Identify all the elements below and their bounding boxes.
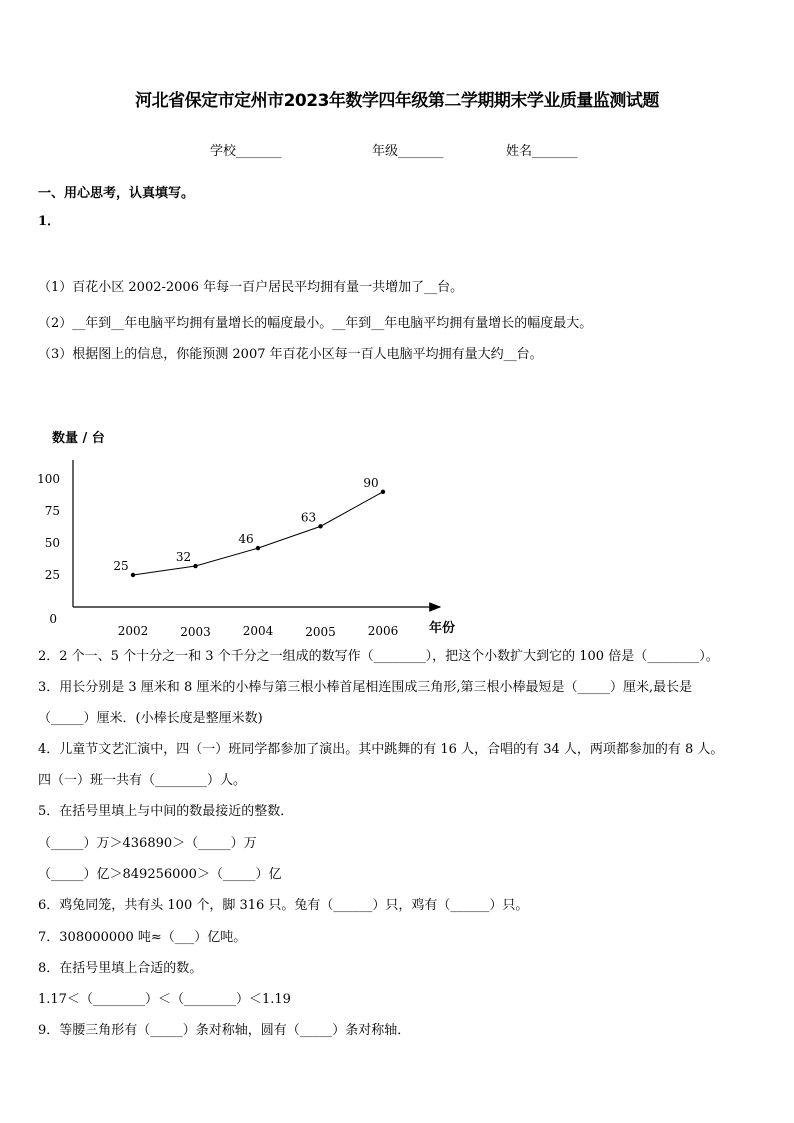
question-5: 5．在括号里填上与中间的数最接近的整数． [38, 804, 294, 819]
x-tick-label: 2005 [305, 625, 336, 639]
y-axis-title: 数量 / 台 [52, 431, 105, 446]
question-4-line-2: 四（一）班一共有（________）人。 [38, 773, 247, 788]
data-label: 46 [238, 532, 254, 547]
x-tick-label: 2004 [242, 624, 274, 638]
y-tick-label: 50 [44, 536, 60, 550]
question-1-number: 1． [38, 214, 61, 229]
question-1-part-1: （1）百花小区 2002-2006 年每一百户居民平均拥有量一共增加了__台。 [38, 280, 464, 295]
data-label: 32 [175, 550, 192, 565]
question-2: 2．2 个一、5 个十分之一和 3 个千分之一组成的数写作（________），把这个小数扩大到它的 100 倍是（________）。 [38, 649, 719, 664]
x-tick-label: 2002 [117, 624, 149, 638]
x-tick-label: 2006 [367, 624, 399, 638]
question-3-line-1: 3．用长分别是 3 厘米和 8 厘米的小棒与第三根小棒首尾相连围成三角形,第三根小棒最短是（_____）厘米,最长是 [38, 680, 693, 695]
name-field: 姓名_______ [506, 144, 578, 159]
series-line [133, 492, 383, 575]
data-point [318, 524, 322, 528]
question-7: 7．308000000 吨≈（___）亿吨。 [38, 930, 247, 945]
data-label: 90 [363, 475, 379, 490]
y-tick-label: 75 [44, 504, 60, 518]
data-point [256, 546, 260, 550]
y-tick-label: 100 [37, 472, 60, 486]
y-tick-label: 25 [44, 568, 60, 582]
data-point [131, 573, 135, 577]
question-5-row-1: （_____）万＞436890＞（_____）万 [38, 836, 257, 851]
data-label: 63 [300, 510, 317, 525]
x-axis-title: 年份 [429, 621, 456, 636]
data-point [193, 564, 197, 568]
data-label: 25 [113, 559, 129, 573]
question-1-part-2: （2）__年到__年电脑平均拥有量增长的幅度最小。__年到__年电脑平均拥有量增长的幅度最大。 [38, 316, 593, 331]
question-8: 8．在括号里填上合适的数。 [38, 961, 203, 976]
school-field: 学校_______ [210, 144, 282, 159]
question-4-line-1: 4．儿童节文艺汇演中，四（一）班同学都参加了演出。其中跳舞的有 16 人，合唱的有 34 人，两项都参加的有 8 人。 [38, 742, 724, 757]
data-point [381, 490, 385, 494]
grade-field: 年级_______ [372, 144, 444, 159]
section-heading: 一、用心思考，认真填写。 [38, 186, 195, 201]
x-tick-label: 2003 [180, 625, 211, 639]
question-8-row: 1.17＜（________）＜（________）＜1.19 [38, 992, 291, 1007]
question-1-part-3: （3）根据图上的信息，你能预测 2007 年百花小区每一百人电脑平均拥有量大约__台。 [38, 347, 543, 362]
question-5-row-2: （_____）亿＞849256000＞（_____）亿 [38, 867, 282, 882]
question-3-line-2: （_____）厘米．(小棒长度是整厘米数) [38, 711, 263, 726]
line-chart [30, 420, 470, 645]
question-6: 6．鸡兔同笼，共有头 100 个，脚 316 只。兔有（______）只，鸡有（______）只。 [38, 898, 529, 913]
question-9: 9．等腰三角形有（_____）条对称轴，圆有（_____）条对称轴． [38, 1023, 411, 1038]
y-tick-label: 0 [49, 612, 57, 626]
page-title: 河北省保定市定州市2023年数学四年级第二学期期末学业质量监测试题 [135, 91, 659, 111]
